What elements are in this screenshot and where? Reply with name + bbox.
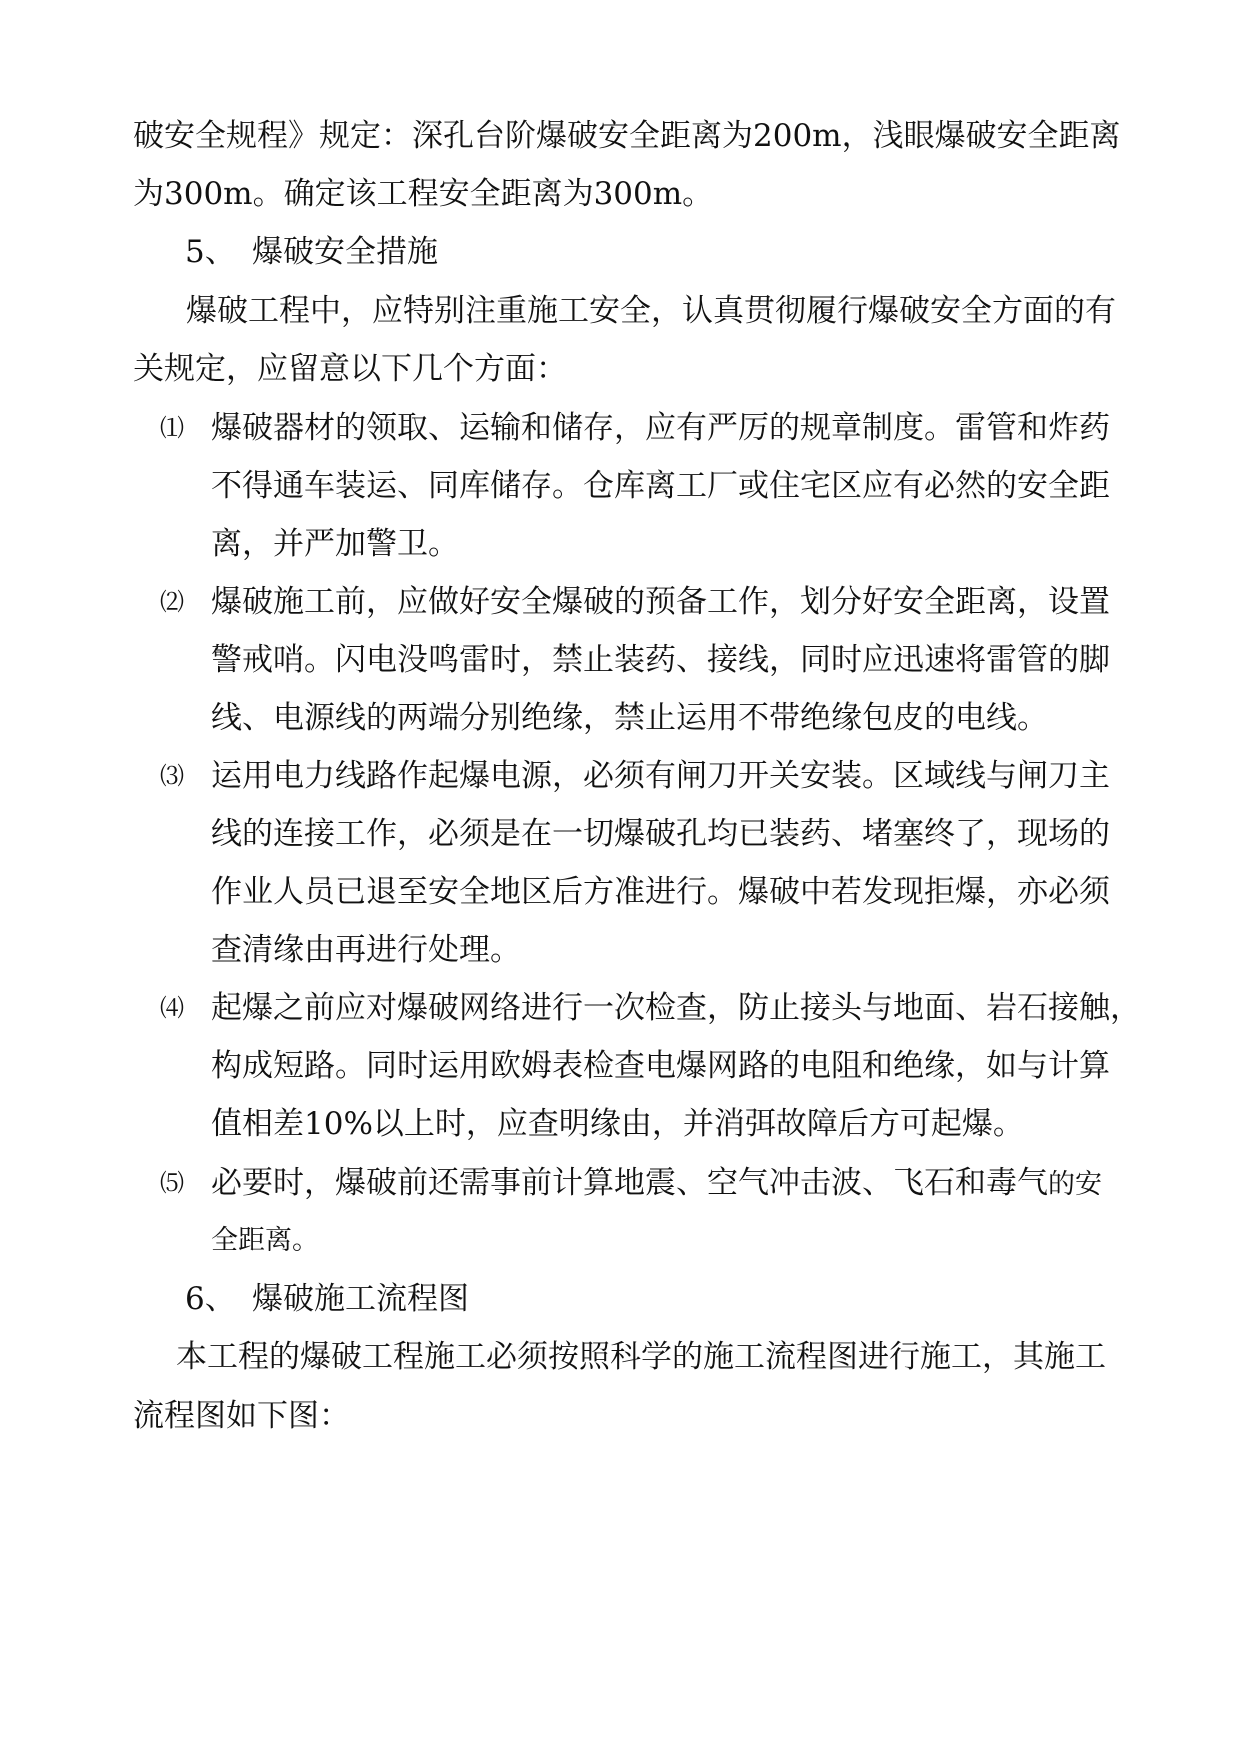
list-item-line: 警戒哨。闪电没鸣雷时，禁止装药、接线，同时应迅速将雷管的脚 bbox=[211, 642, 1110, 678]
list-item-text-tail: 的安 bbox=[1048, 1169, 1102, 1200]
list-item-text: 必要时，爆破前还需事前计算地震、空气冲击波、飞石和毒气 bbox=[211, 1165, 1048, 1201]
list-marker: ⑶ bbox=[160, 762, 184, 790]
list-item-line: 运用电力线路作起爆电源，必须有闸刀开关安装。区域线与闸刀主 bbox=[211, 758, 1110, 794]
list-item-line: 起爆之前应对爆破网络进行一次检查，防止接头与地面、岩石接触， bbox=[211, 990, 1141, 1026]
list-item-line: 离，并严加警卫。 bbox=[211, 526, 459, 562]
list-marker: ⑴ bbox=[160, 414, 184, 442]
section-title: 爆破施工流程图 bbox=[252, 1281, 469, 1317]
section-title: 爆破安全措施 bbox=[252, 234, 438, 270]
paragraph-line: 爆破工程中，应特别注重施工安全，认真贯彻履行爆破安全方面的有 bbox=[186, 293, 1116, 329]
list-item-line: 线的连接工作，必须是在一切爆破孔均已装药、堵塞终了，现场的 bbox=[211, 816, 1110, 852]
list-marker: ⑷ bbox=[160, 994, 184, 1022]
list-item-line: 值相差10%以上时，应查明缘由，并消弭故障后方可起爆。 bbox=[211, 1106, 1024, 1142]
list-item-line: 线、电源线的两端分别绝缘，禁止运用不带绝缘包皮的电线。 bbox=[211, 700, 1048, 736]
list-item-line: 全距离。 bbox=[211, 1225, 319, 1256]
section-number: 6、 bbox=[185, 1281, 236, 1317]
paragraph-line: 为300m。确定该工程安全距离为300m。 bbox=[133, 176, 714, 212]
paragraph-line: 本工程的爆破工程施工必须按照科学的施工流程图进行施工，其施工 bbox=[176, 1339, 1106, 1375]
list-item-line: 查清缘由再进行处理。 bbox=[211, 932, 521, 968]
list-item-line: 构成短路。同时运用欧姆表检查电爆网路的电阻和绝缘，如与计算 bbox=[211, 1048, 1110, 1084]
paragraph-line: 流程图如下图： bbox=[133, 1398, 350, 1434]
list-item-line: 作业人员已退至安全地区后方准进行。爆破中若发现拒爆，亦必须 bbox=[211, 874, 1110, 910]
list-item-line: 不得通车装运、同库储存。仓库离工厂或住宅区应有必然的安全距 bbox=[211, 468, 1110, 504]
list-item-line: 爆破施工前，应做好安全爆破的预备工作，划分好安全距离，设置 bbox=[211, 584, 1110, 620]
list-marker: ⑵ bbox=[160, 588, 184, 616]
list-marker: ⑸ bbox=[160, 1169, 184, 1197]
list-item-line: 爆破器材的领取、运输和储存，应有严厉的规章制度。雷管和炸药 bbox=[211, 410, 1110, 446]
section-number: 5、 bbox=[185, 234, 236, 270]
paragraph-line: 关规定，应留意以下几个方面： bbox=[133, 351, 567, 387]
paragraph-line: 破安全规程》规定：深孔台阶爆破安全距离为200m，浅眼爆破安全距离 bbox=[133, 118, 1121, 154]
list-item-line bbox=[211, 1163, 1102, 1205]
